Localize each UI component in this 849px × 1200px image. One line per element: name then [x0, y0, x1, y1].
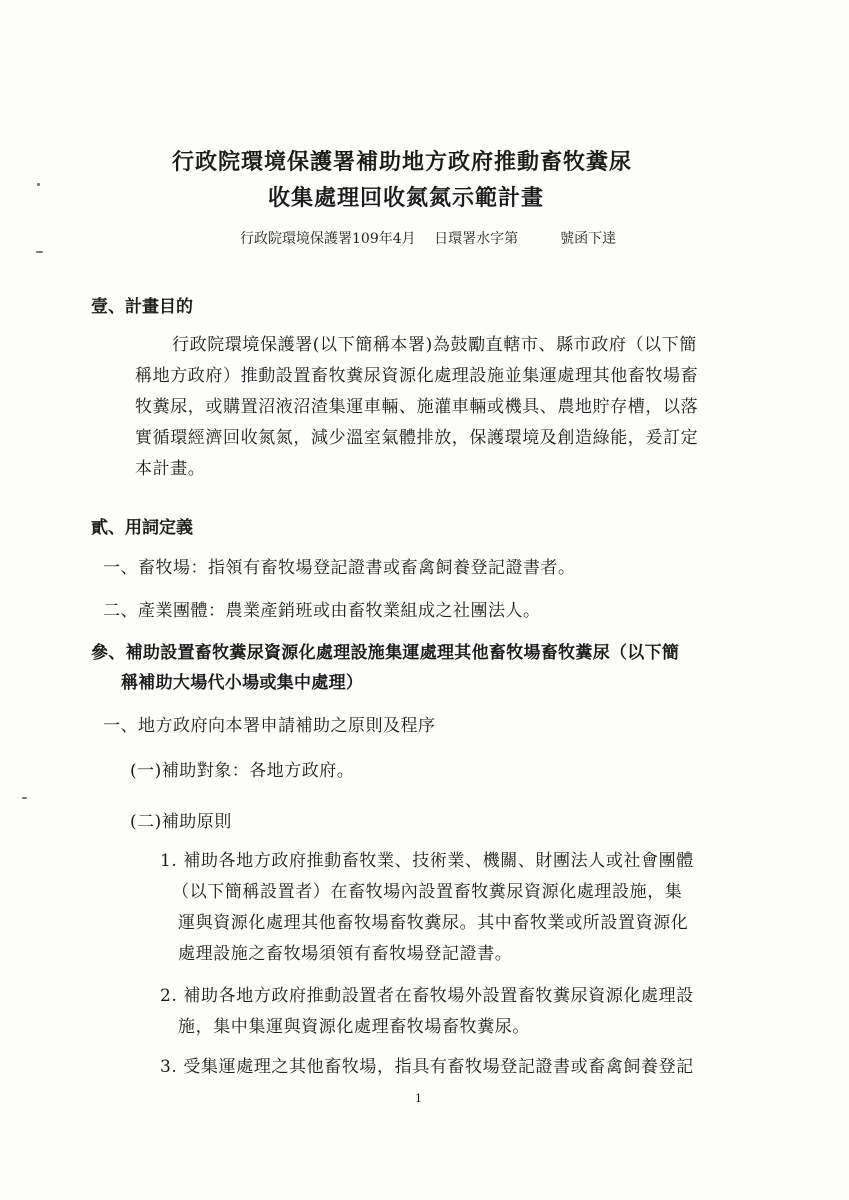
scan-speck [37, 183, 40, 186]
paragraph-line: 1. 補助各地方政府推動畜牧業、技術業、機關、財團法人或社會團體 [160, 851, 694, 871]
paragraph-line: 處理設施之畜牧場須領有畜牧場登記證書。 [178, 944, 513, 964]
subsection-application-principles: 一、地方政府向本署申請補助之原則及程序 [103, 716, 436, 736]
paragraph-line: 牧糞尿，或購置沼液沼渣集運車輛、施灌車輛或機具、農地貯存槽，以落 [135, 397, 699, 417]
paragraph-line: 本計畫。 [135, 459, 206, 479]
page-number: 1 [415, 1092, 422, 1105]
item-subsidy-principles: (二)補助原則 [130, 812, 232, 832]
principle-paragraph-2 [160, 981, 694, 1043]
paragraph-line: 稱地方政府）推動設置畜牧糞尿資源化處理設施並集運處理其他畜牧場畜 [135, 366, 699, 386]
document-reference: 行政院環境保護署109年4月 日環署水字第 號函下達 [240, 231, 617, 247]
purpose-paragraph [135, 330, 698, 485]
paragraph-line: 3. 受集運處理之其他畜牧場，指具有畜牧場登記證書或畜禽飼養登記 [160, 1057, 694, 1077]
section-heading-purpose: 壹、計畫目的 [91, 297, 193, 317]
principle-paragraph-1 [160, 846, 694, 970]
scan-speck [36, 251, 43, 253]
paragraph-line: 運與資源化處理其他畜牧場畜牧糞尿。其中畜牧業或所設置資源化 [178, 913, 689, 933]
paragraph-line: 實循環經濟回收氮氮，減少溫室氣體排放，保護環境及創造綠能，爰訂定 [135, 428, 699, 448]
section-heading-definitions: 貳、用詞定義 [91, 518, 193, 538]
paragraph-line: 行政院環境保護署(以下簡稱本署)為鼓勵直轄市、縣市政府（以下簡 [172, 335, 697, 355]
paragraph-line: （以下簡稱設置者）在畜牧場內設置畜牧糞尿資源化處理設施，集 [172, 882, 683, 902]
item-subsidy-target: (一)補助對象：各地方政府。 [130, 761, 355, 781]
paragraph-line: 2. 補助各地方政府推動設置者在畜牧場外設置畜牧糞尿資源化處理設 [160, 986, 694, 1006]
document-title-line2: 收集處理回收氮氮示範計畫 [268, 185, 545, 211]
scan-speck [22, 797, 27, 799]
definition-item-livestock-farm: 一、畜牧場：指領有畜牧場登記證書或畜禽飼養登記證書者。 [103, 558, 576, 578]
principle-paragraph-3 [160, 1052, 694, 1083]
section-heading-subsidy-line1: 參、補助設置畜牧糞尿資源化處理設施集運處理其他畜牧場畜牧糞尿（以下簡 [91, 643, 680, 663]
definition-item-industry-group: 二、產業團體：農業產銷班或由畜牧業組成之社團法人。 [103, 601, 541, 621]
document-title-line1: 行政院環境保護署補助地方政府推動畜牧糞尿 [172, 149, 633, 175]
paragraph-line: 施，集中集運與資源化處理畜牧場畜牧糞尿。 [178, 1017, 530, 1037]
section-heading-subsidy-line2: 稱補助大場代小場或集中處理） [121, 673, 364, 693]
